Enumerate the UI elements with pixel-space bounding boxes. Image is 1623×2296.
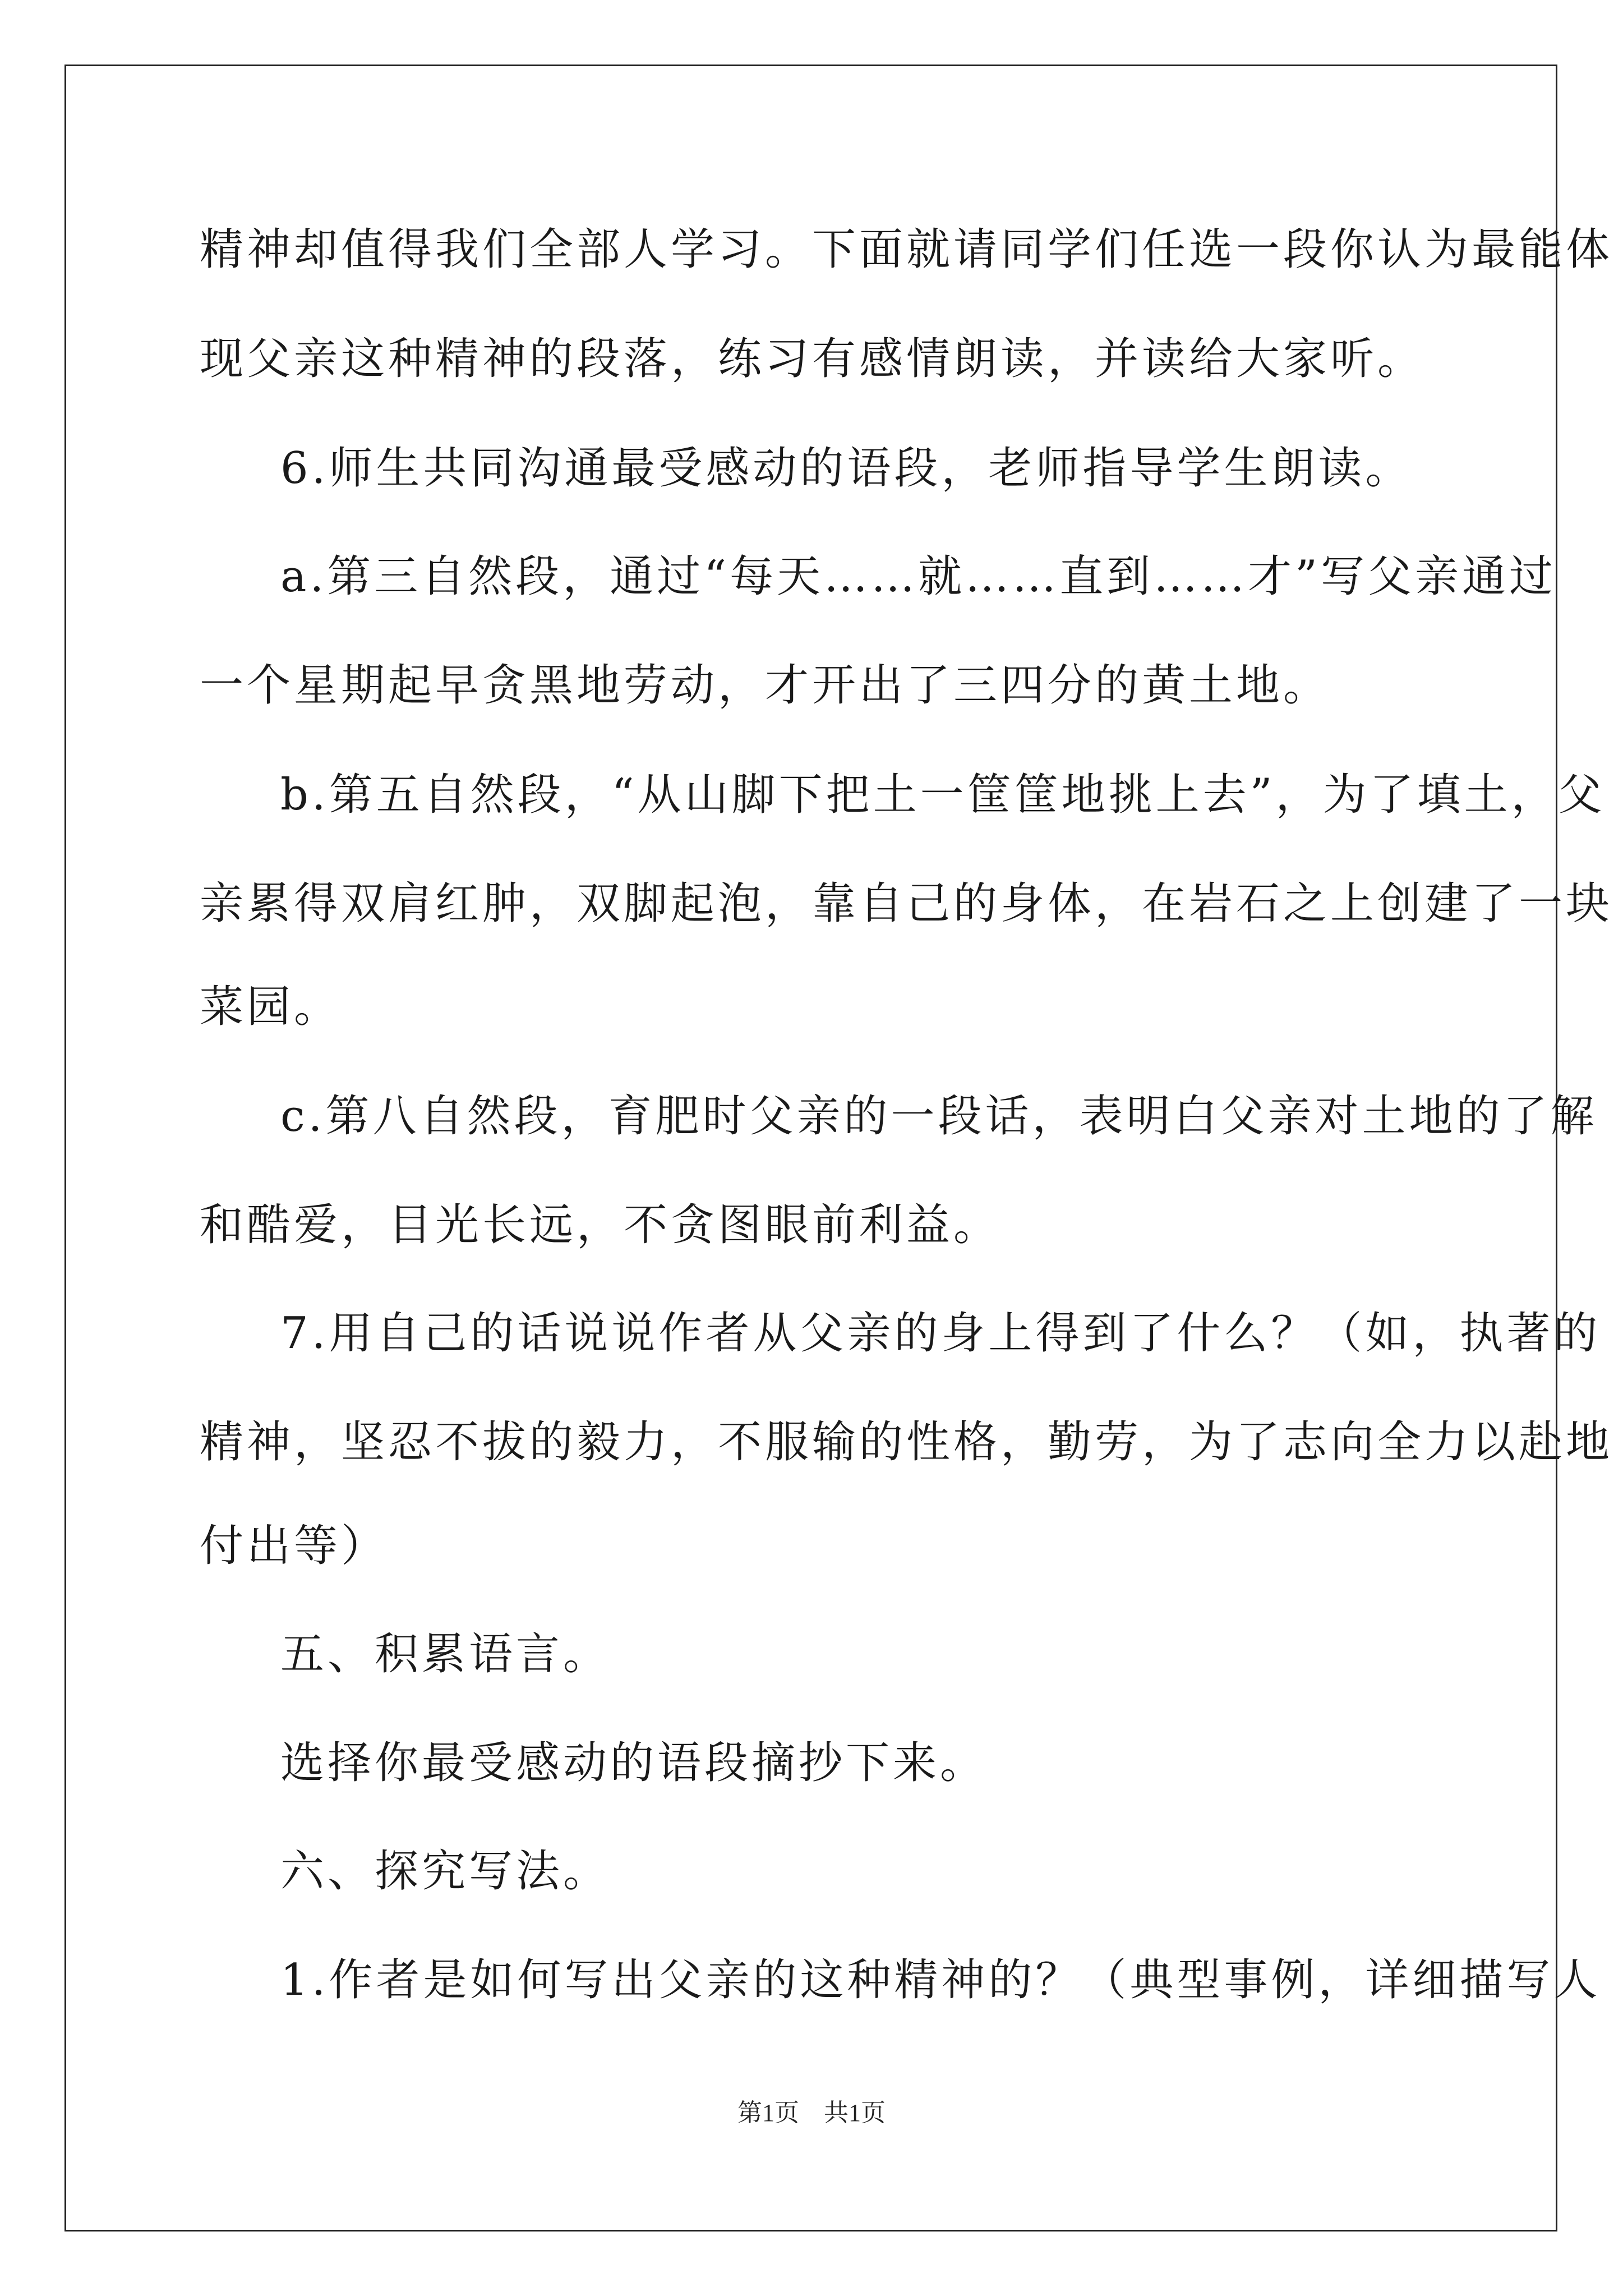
text-line-13: 付出等） (200, 1521, 389, 1571)
text-line-14: 五、积累语言。 (280, 1629, 611, 1680)
text-line-12: 精神，坚忍不拔的毅力，不服输的性格，勤劳，为了志向全力以赴地 (200, 1417, 1613, 1467)
text-line-17: 1.作者是如何写出父亲的这种精神的？（典型事例，详细描写人 (280, 1955, 1601, 2005)
text-line-1: 精神却值得我们全部人学习。下面就请同学们任选一段你认为最能体 (200, 224, 1613, 275)
text-line-10: 和酷爱，目光长远，不贪图眼前利益。 (200, 1200, 1001, 1250)
text-line-15: 选择你最受感动的语段摘抄下来。 (280, 1738, 988, 1788)
text-line-8: 菜园。 (200, 982, 342, 1032)
text-line-7: 亲累得双肩红肿，双脚起泡，靠自己的身体，在岩石之上创建了一块 (200, 878, 1613, 929)
text-line-3: 6.师生共同沟通最受感动的语段，老师指导学生朗读。 (280, 443, 1413, 494)
text-line-2: 现父亲这种精神的段落，练习有感情朗读，并读给大家听。 (200, 334, 1425, 384)
text-line-11: 7.用自己的话说说作者从父亲的身上得到了什么？（如，执著的 (280, 1308, 1601, 1359)
page-footer: 第1页 共1页 (737, 2099, 886, 2127)
text-line-16: 六、探究写法。 (280, 1846, 611, 1897)
text-line-4: a.第三自然段，通过“每天……就……直到……才”写父亲通过 (280, 551, 1557, 602)
text-line-5: 一个星期起早贪黑地劳动，才开出了三四分的黄土地。 (200, 660, 1331, 711)
text-line-9: c.第八自然段，育肥时父亲的一段话，表明白父亲对土地的了解 (280, 1091, 1598, 1142)
text-line-6: b.第五自然段，“从山脚下把土一筐筐地挑上去”，为了填土，父 (280, 770, 1606, 820)
